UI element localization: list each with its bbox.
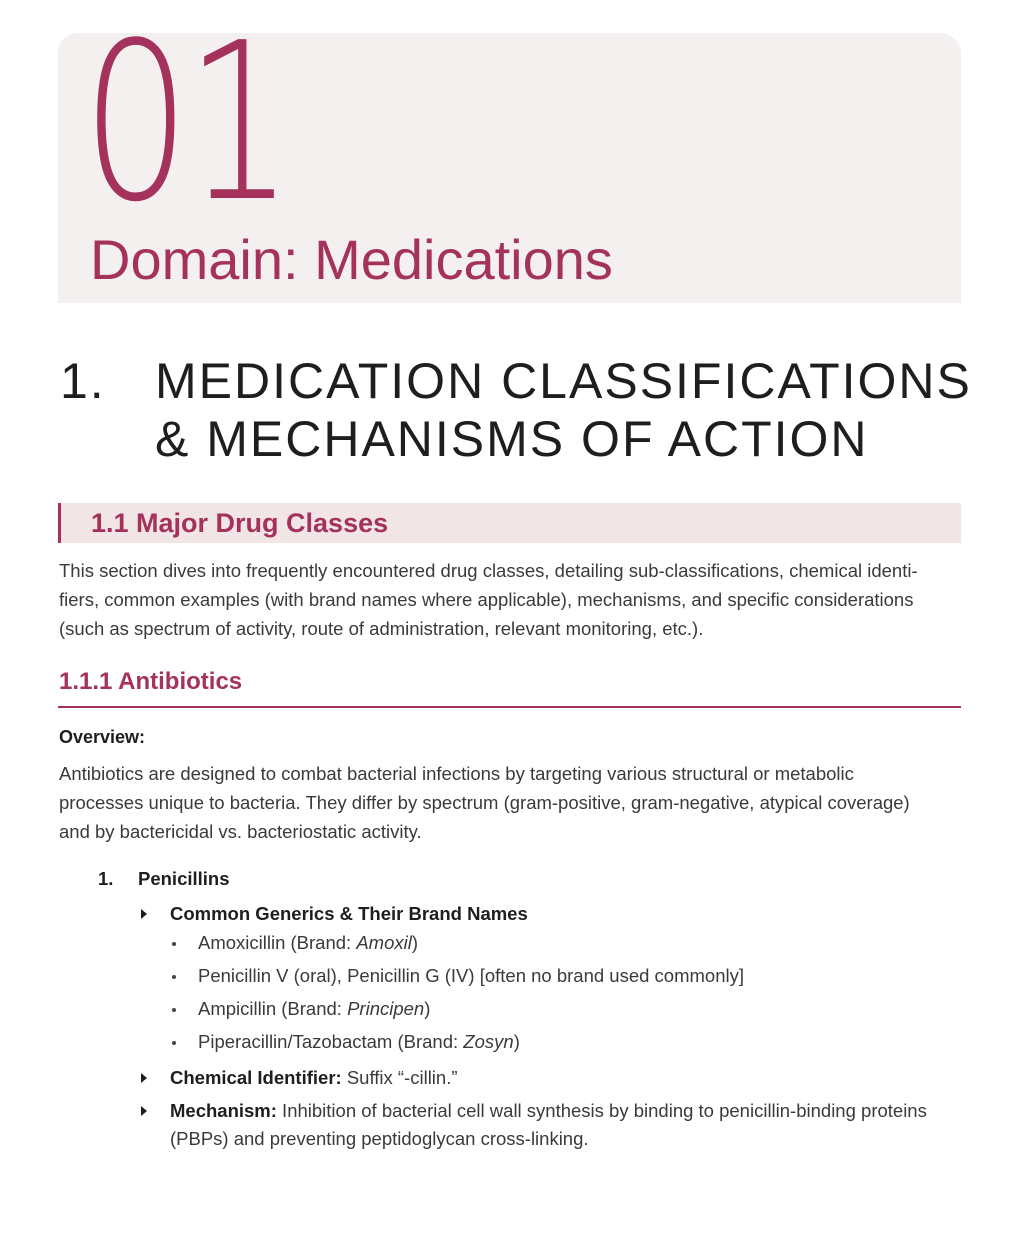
generics-heading: Common Generics & Their Brand Names [170,903,528,924]
generic-item: Ampicillin (Brand: Principen) [198,998,431,1019]
chemical-identifier: Chemical Identifier: Suffix “-cillin.” [170,1067,458,1088]
intro-line-1: This section dives into frequently encountered drug classes, detailing sub-classifications, chemical identi- [59,560,918,581]
chapter-number: 01 [82,0,290,250]
intro-line-3: (such as spectrum of activity, route of administration, relevant monitoring, etc.). [59,618,704,639]
generic-item: Piperacillin/Tazobactam (Brand: Zosyn) [198,1031,520,1052]
overview-line-3: and by bactericidal vs. bacteriostatic activity. [59,821,422,842]
list-item-number: 1. [98,868,114,889]
generic-item: Amoxicillin (Brand: Amoxil) [198,932,419,953]
bullet-icon [172,1008,176,1012]
overview-line-2: processes unique to bacteria. They differ by spectrum (gram-positive, gram-negative, atypical coverage) [59,792,910,813]
triangle-bullet-icon [141,1106,147,1116]
mechanism-line-2: (PBPs) and preventing peptidoglycan cross-linking. [170,1128,589,1149]
triangle-bullet-icon [141,1073,147,1083]
subsubsection-title: 1.1.1 Antibiotics [59,668,243,695]
chapter-title: Domain: Medications [90,228,613,291]
overview-line-1: Antibiotics are designed to combat bacterial infections by targeting various structural or metabolic [59,763,854,784]
bullet-icon [172,975,176,979]
subsection-heading-bar [58,503,961,543]
generic-item: Penicillin V (oral), Penicillin G (IV) [often no brand used commonly] [198,965,744,986]
bullet-icon [172,942,176,946]
chapter-header [58,0,961,303]
bullet-icon [172,1041,176,1045]
overview-label: Overview: [59,727,146,747]
list-item-title: Penicillins [138,868,230,889]
intro-line-2: fiers, common examples (with brand names where applicable), mechanisms, and specific considerations [59,589,914,610]
section-title: MEDICATION CLASSIFICATIONS & MECHANISMS OF ACTION [155,353,972,467]
mechanism-line-1: Mechanism: Inhibition of bacterial cell wall synthesis by binding to penicillin-binding proteins [170,1100,927,1121]
section-number: 1. [60,353,106,409]
subsection-title: 1.1 Major Drug Classes [91,508,389,538]
triangle-bullet-icon [141,909,147,919]
heading-rule [58,706,961,708]
